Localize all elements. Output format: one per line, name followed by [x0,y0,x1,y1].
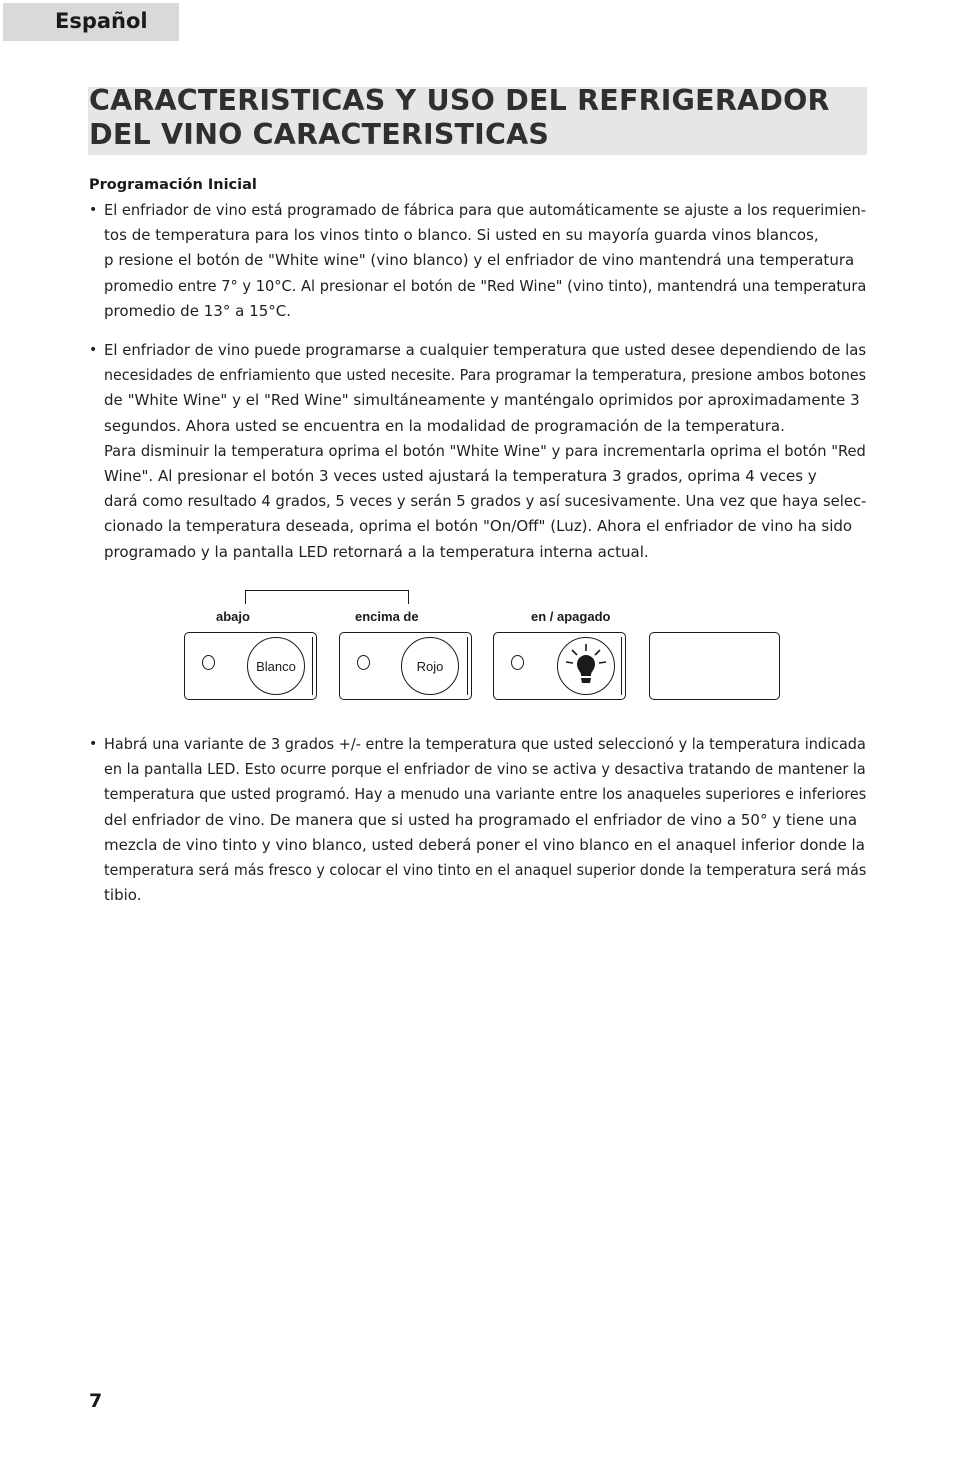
paragraph-line: tibio. [104,886,142,905]
page-number: 7 [89,1390,103,1412]
paragraph-line: programado y la pantalla LED retornará a la temperatura interna actual. [104,542,649,561]
paragraph-line: cionado la temperatura deseada, oprima el botón "On/Off" (Luz). Ahora el enfriador de vino ha sido [104,517,853,536]
language-tab: Español [3,3,179,41]
paragraph-line: Para disminuir la temperatura oprima el botón "White Wine" y para incrementarla oprima el botón "Red [104,441,866,460]
bullet-paragraph-2 [89,338,874,565]
paragraph-line: mezcla de vino tinto y vino blanco, usted deberá poner el vino blanco en el anaquel inferior donde la [104,835,865,854]
bullet-paragraph-3 [89,732,874,908]
section-heading: Programación Inicial [89,177,257,193]
paragraph-line: del enfriador de vino. De manera que si usted ha programado el enfriador de vino a 50° y tiene una [104,810,858,829]
red-wine-button[interactable]: Rojo [401,637,459,695]
page-title-line-1: CARACTERISTICAS Y USO DEL REFRIGERADOR [89,84,830,117]
white-wine-button[interactable]: Blanco [247,637,305,695]
paragraph-line: necesidades de enfriamiento que usted necesite. Para programar la temperatura, presione ambos botones [104,366,867,385]
paragraph-line: p resione el botón de "White wine" (vino blanco) y el enfriador de vino mantendrá una temperatura [104,251,855,270]
bullet-paragraph-1 [89,198,874,324]
paragraph-line: dará como resultado 4 grados, 5 veces y serán 5 grados y así sucesivamente. Una vez que haya selec- [104,492,867,511]
indicator-light [357,655,370,670]
paragraph-line: El enfriador de vino está programado de fábrica para que automáticamente se ajuste a los requerimien- [104,201,867,219]
page-title-line-2: DEL VINO CARACTERISTICAS [89,118,550,151]
label-up: encima de [355,609,419,624]
paragraph-line: Habrá una variante de 3 grados +/- entre la temperatura que usted seleccionó y la temperatura indicada [104,735,866,753]
light-bulb-icon [560,640,612,692]
paragraph-line: promedio entre 7° y 10°C. Al presionar el botón de "Red Wine" (vino tinto), mantendrá una temperatura [104,276,867,295]
bullet-marker: • [89,202,98,218]
paragraph-line: en la pantalla LED. Esto ocurre porque el enfriador de vino se activa y desactiva tratando de mantener la [104,760,866,779]
power-panel [493,632,626,700]
paragraph-line: temperatura que usted programó. Hay a menudo una variante entre los anaqueles superiores e inferiores [104,785,867,804]
label-power: en / apagado [531,609,611,624]
indicator-light [511,655,524,670]
paragraph-line: de "White Wine" y el "Red Wine" simultáneamente y manténgalo oprimidos por aproximadamente 3 [104,391,860,410]
paragraph-line: segundos. Ahora usted se encuentra en la modalidad de programación de la temperatura. [104,416,785,435]
white-wine-panel [184,632,317,700]
led-display-panel [649,632,780,700]
label-down: abajo [216,609,250,624]
paragraph-line: tos de temperatura para los vinos tinto o blanco. Si usted en su mayoría guarda vinos blancos, [104,226,819,245]
paragraph-line: Wine". Al presionar el botón 3 veces usted ajustará la temperatura 3 grados, oprima 4 veces y [104,467,817,486]
paragraph-line: El enfriador de vino puede programarse a cualquier temperatura que usted desee dependiendo de las [104,341,867,359]
bracket-line [245,590,409,604]
red-wine-panel [339,632,472,700]
bullet-marker: • [89,342,98,358]
indicator-light [202,655,215,670]
paragraph-line: temperatura será más fresco y colocar el vino tinto en el anaquel superior donde la temperatura será más [104,861,867,880]
power-button[interactable] [557,637,615,695]
paragraph-line: promedio de 13° a 15°C. [104,301,292,320]
bullet-marker: • [89,736,98,752]
